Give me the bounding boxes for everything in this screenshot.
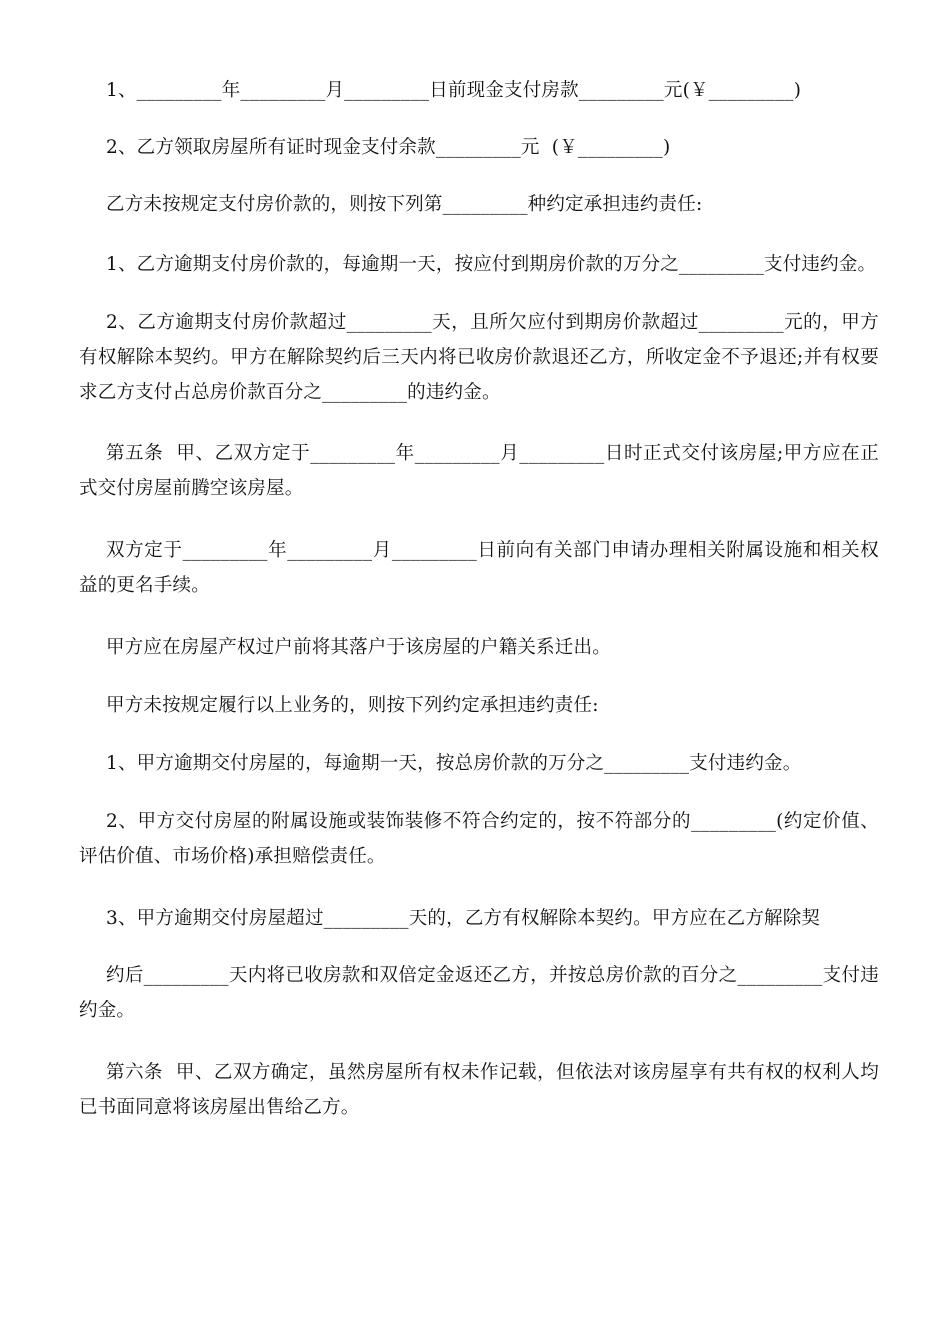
seller-breach-clause-1: 1、甲方逾期交付房屋的，每逾期一天，按总房价款的万分之_________支付违约金。 — [106, 753, 802, 774]
buyer-breach-intro: 乙方未按规定支付房价款的，则按下列第_________种约定承担违约责任: — [106, 194, 703, 215]
article-six: 第六条 甲、乙双方确定，虽然房屋所有权未作记载，但依法对该房屋享有共有权的权利人均已书面同意将该房屋出售给乙方。 — [79, 1062, 879, 1118]
household-registration: 甲方应在房屋产权过户前将其落户于该房屋的户籍关系迁出。 — [106, 637, 611, 658]
buyer-breach-clause-1: 1、乙方逾期支付房价款的，每逾期一天，按应付到期房价款的万分之_________支付违约金。 — [106, 254, 877, 275]
payment-clause-2: 2、乙方领取房屋所有证时现金支付余款_________元 (￥_________) — [106, 137, 671, 158]
seller-breach-intro: 甲方未按规定履行以上业务的，则按下列约定承担违约责任: — [106, 695, 599, 716]
seller-breach-clause-3-cont: 约后_________天内将已收房款和双倍定金返还乙方，并按总房价款的百分之_________支付违约金。 — [79, 965, 879, 1021]
rename-procedure: 双方定于_________年_________月_________日前向有关部门申请办理相关附属设施和相关权益的更名手续。 — [79, 540, 879, 596]
seller-breach-clause-2: 2、甲方交付房屋的附属设施或装饰装修不符合约定的，按不符部分的_________(约定价值、评估价值、市场价格)承担赔偿责任。 — [79, 811, 879, 867]
payment-clause-1: 1、_________年_________月_________日前现金支付房款_________元(￥_________) — [106, 80, 802, 101]
seller-breach-clause-3: 3、甲方逾期交付房屋超过_________天的，乙方有权解除本契约。甲方应在乙方解除契 — [106, 908, 821, 929]
buyer-breach-clause-2: 2、乙方逾期支付房价款超过_________天，且所欠应付到期房价款超过_________元的，甲方有权解除本契约。甲方在解除契约后三天内将已收房价款退还乙方，所收定金不予退还;并有权要求乙方支付占总房价款百分之_________的违约金。 — [79, 312, 879, 403]
article-five: 第五条 甲、乙双方定于_________年_________月_________日时正式交付该房屋;甲方应在正式交付房屋前腾空该房屋。 — [79, 443, 879, 499]
